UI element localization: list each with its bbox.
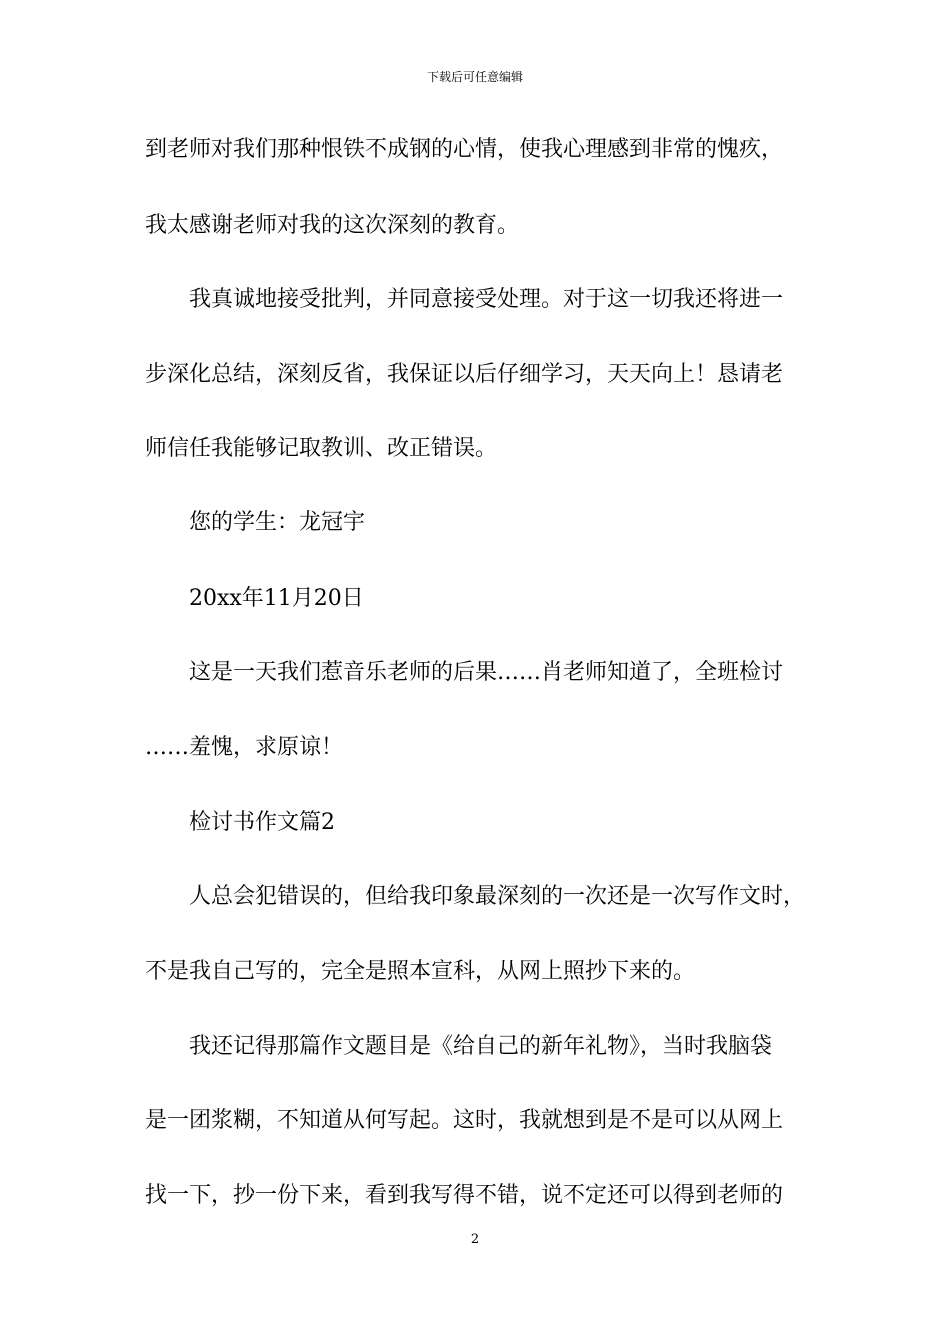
signature-line: 您的学生：龙冠宇 [189,510,366,535]
page-number: 2 [470,1232,480,1247]
text-line: 不是我自己写的，完全是照本宣科，从网上照抄下来的。 [145,959,696,984]
date-line: 20xx年11月20日 [189,586,364,611]
text-line: 是一团浆糊，不知道从何写起。这时，我就想到是不是可以从网上 [145,1108,784,1133]
text-line: 这是一天我们惹音乐老师的后果……肖老师知道了，全班检讨 [189,660,784,685]
text-line: 步深化总结，深刻反省，我保证以后仔细学习，天天向上！恳请老 [145,362,784,387]
text-line: 我还记得那篇作文题目是《给自己的新年礼物》，当时我脑袋 [189,1034,773,1059]
page-header: 下载后可任意编辑 [426,70,523,84]
text-line: 我太感谢老师对我的这次深刻的教育。 [145,213,520,238]
text-line: 师信任我能够记取教训、改正错误。 [145,436,498,461]
text-line: 我真诚地接受批判，并同意接受处理。对于这一切我还将进一 [189,287,784,312]
text-line: 人总会犯错误的，但给我印象最深刻的一次还是一次写作文时， [189,884,806,909]
text-line: ……羞愧，求原谅！ [145,735,344,760]
text-line: 到老师对我们那种恨铁不成钢的心情，使我心理感到非常的愧疚， [145,137,784,162]
section-title: 检讨书作文篇2 [189,810,335,835]
text-line: 找一下，抄一份下来，看到我写得不错，说不定还可以得到老师的 [145,1183,784,1208]
